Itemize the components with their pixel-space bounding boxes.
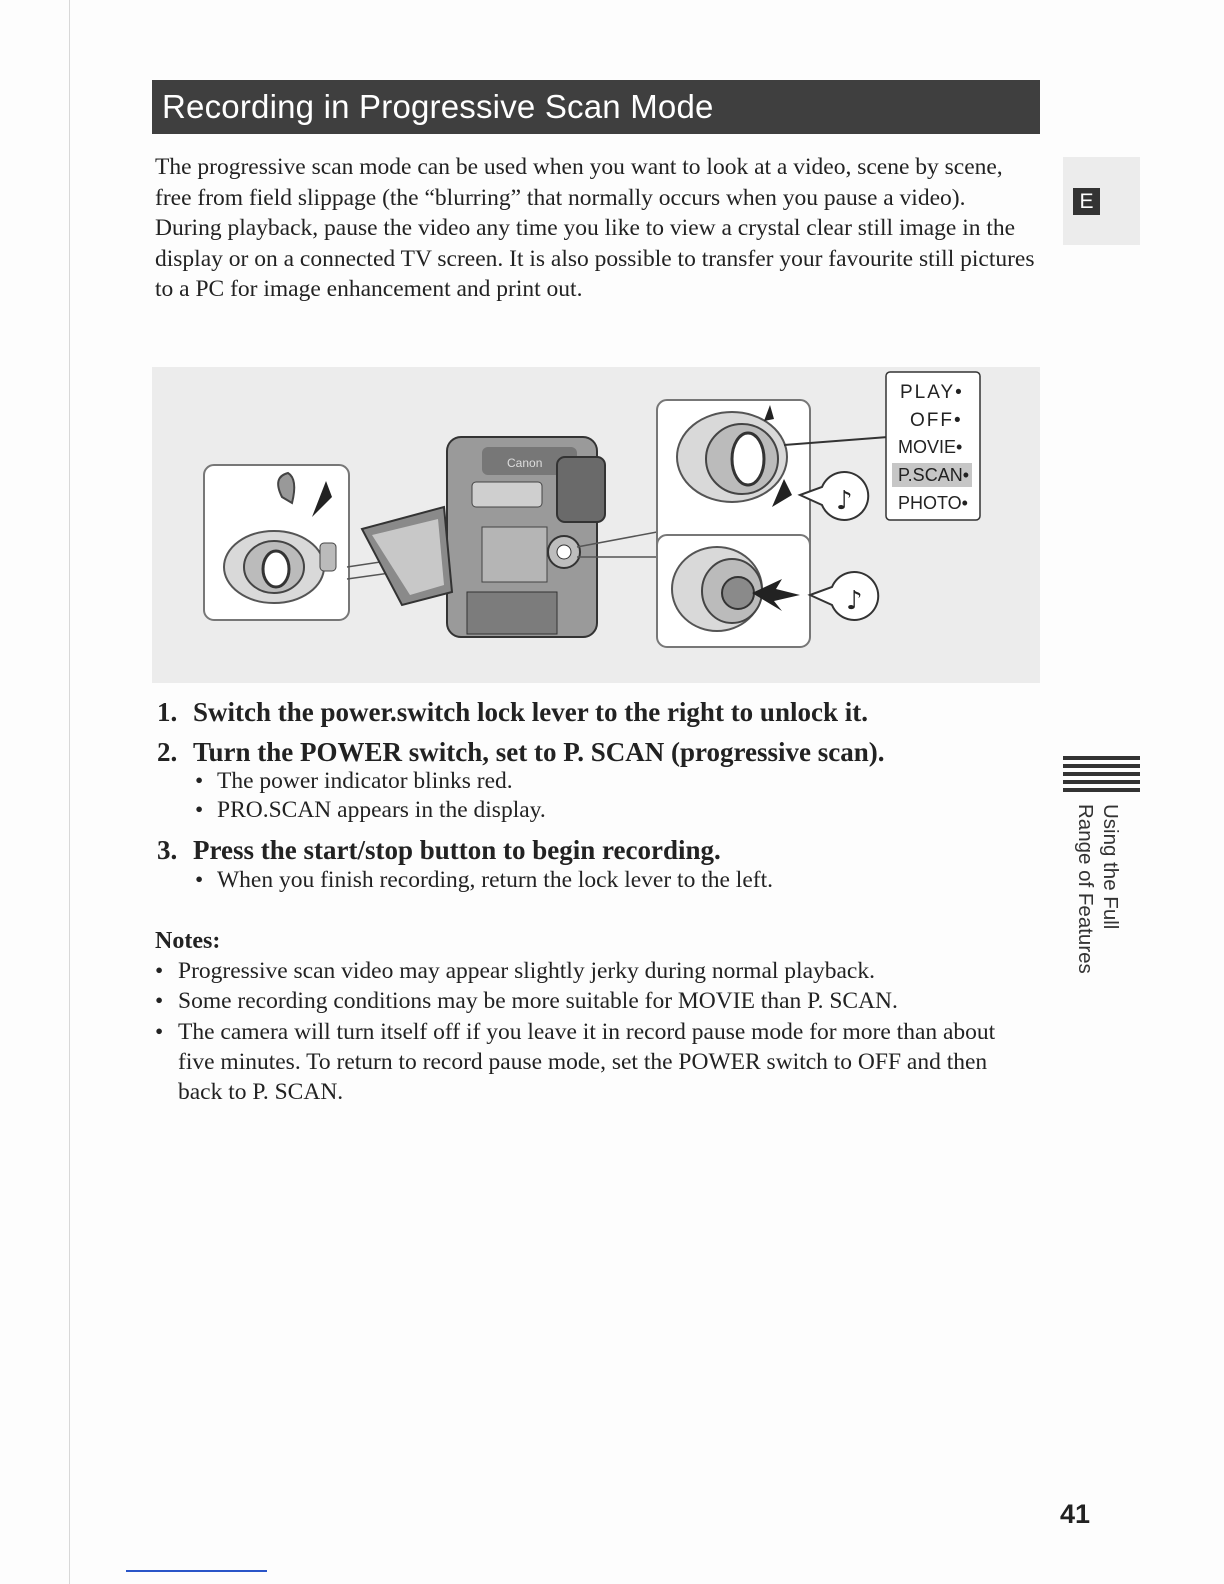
note-item: • The camera will turn itself off if you leave it in record pause mode for more than about five minutes. To return to record pause mode, set the POWER switch to OFF and then back to P. SCAN. (155, 1017, 1015, 1108)
lock-lever-inset (204, 465, 349, 620)
chapter-side-label-line-2: Range of Features (1074, 804, 1097, 974)
intro-paragraph: The progressive scan mode can be used when you want to look at a video, scene by scene, free from field slippage (the “blurring” that normally occurs when you pause a video). During playback, pause the video any time you like to view a crystal clear still image in the display or on a connected TV screen. It is also possible to transfer your favourite still pictures to a PC for image enhancement and print out. (155, 154, 1035, 302)
page-number: 41 (1060, 1499, 1091, 1529)
power-switch-labels (886, 372, 980, 520)
step-2-text: Turn the POWER switch, set to P. SCAN (progressive scan). (193, 737, 885, 767)
switch-label-movie: MOVIE• (898, 437, 963, 457)
camcorder-body (362, 437, 605, 637)
camcorder-illustration (152, 367, 1040, 683)
chapter-side-label (1063, 804, 1123, 1004)
chapter-side-label-line-1: Using the Full (1099, 804, 1122, 930)
switch-label-off: OFF• (910, 410, 963, 431)
switch-label-photo: PHOTO• (898, 493, 968, 513)
page-margin-rule (69, 0, 70, 1584)
step-3-bullet-1: • When you finish recording, return the lock lever to the left. (195, 866, 1035, 895)
switch-label-pscan: P.SCAN• (898, 465, 969, 485)
step-3-text: Press the start/stop button to begin recording. (193, 835, 721, 865)
step-3-number: 3. (157, 835, 178, 865)
language-tab (1063, 157, 1140, 245)
step-1 (157, 695, 1037, 729)
step-2 (157, 735, 1037, 769)
notes-list (155, 956, 1015, 1107)
step-2-bullet-2: • PRO.SCAN appears in the display. (195, 796, 1035, 825)
notes-title: Notes: (155, 928, 221, 954)
illustration-svg (152, 367, 1040, 683)
svg-text:♪: ♪ (836, 486, 853, 516)
beep-bubble-lower (810, 572, 878, 620)
bottom-rule (126, 1570, 267, 1572)
language-tab-letter: E (1073, 188, 1100, 215)
step-2-bullet-1: • The power indicator blinks red. (195, 767, 1035, 796)
section-title: Recording in Progressive Scan Mode (152, 80, 1040, 134)
step-1-number: 1. (157, 697, 178, 727)
svg-text:♪: ♪ (846, 586, 863, 616)
note-item: • Progressive scan video may appear slightly jerky during normal playback. (155, 956, 1015, 986)
step-1-text: Switch the power.switch lock lever to the right to unlock it. (193, 697, 868, 727)
section-marker-lines (1063, 756, 1140, 796)
camera-brand: Canon (507, 456, 543, 470)
step-3 (157, 833, 1037, 867)
step-2-number: 2. (157, 737, 178, 767)
note-item: • Some recording conditions may be more suitable for MOVIE than P. SCAN. (155, 986, 1015, 1016)
switch-label-play: PLAY• (900, 382, 964, 403)
start-stop-inset (657, 535, 810, 647)
